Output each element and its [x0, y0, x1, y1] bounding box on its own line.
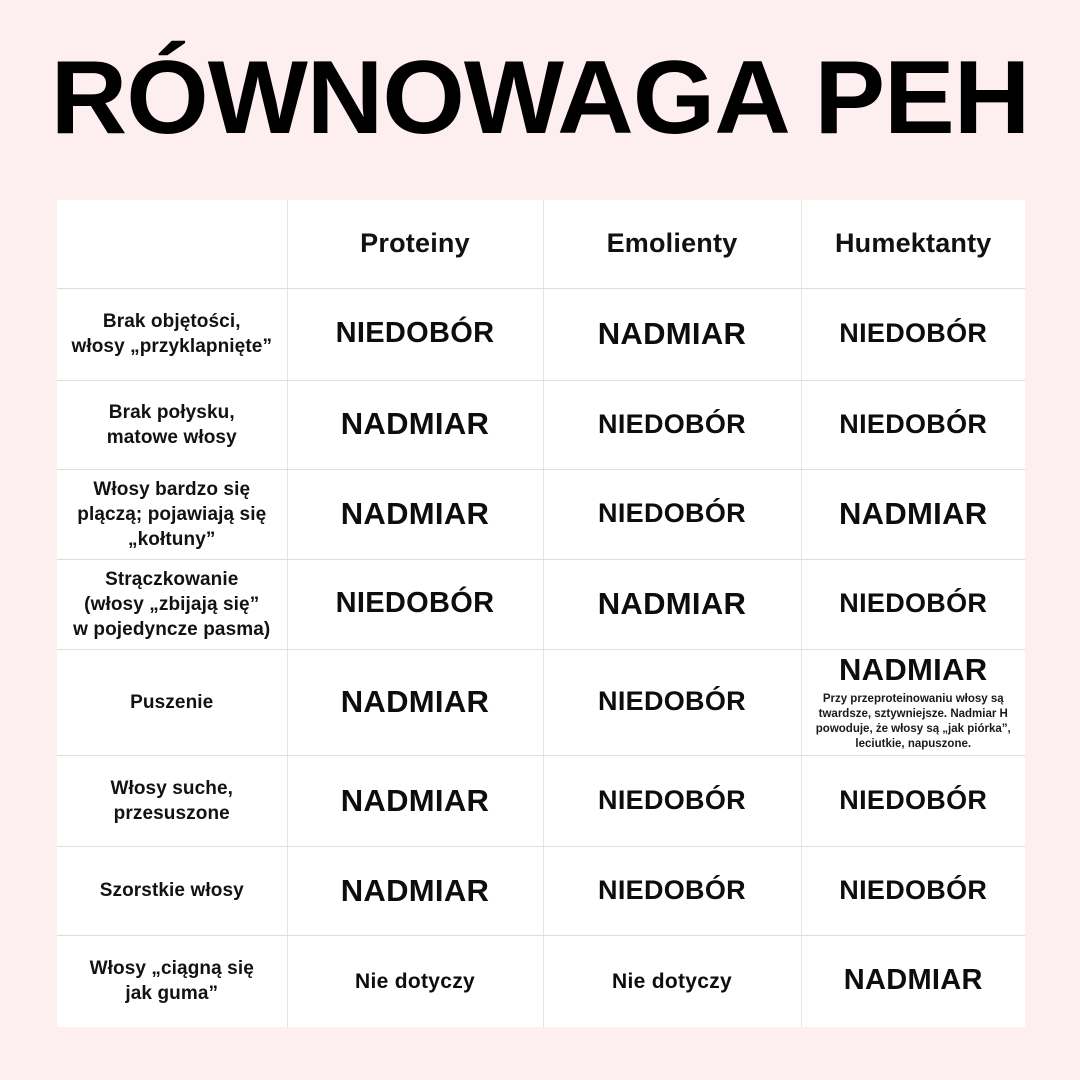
column-header-emolienty: Emolienty — [543, 200, 801, 288]
cell-value: NIEDOBÓR — [598, 686, 746, 717]
cell-value: NADMIAR — [843, 964, 983, 997]
cell-humektanty — [801, 469, 1025, 559]
cell-humektanty — [801, 935, 1025, 1027]
column-header-blank — [57, 200, 287, 288]
row-label-cell — [57, 649, 287, 755]
cell-proteiny — [287, 469, 543, 559]
cell-emolienty — [543, 288, 801, 380]
cell-value: NADMIAR — [597, 585, 747, 621]
column-header-proteiny: Proteiny — [287, 200, 543, 288]
row-label: Strączkowanie (włosy „zbijają się” w pojedyncze pasma) — [73, 568, 271, 640]
row-label-cell — [57, 469, 287, 559]
cell-value: NADMIAR — [340, 406, 490, 442]
cell-value: NIEDOBÓR — [335, 587, 495, 620]
row-label-cell — [57, 846, 287, 935]
row-label: Brak objętości, włosy „przyklapnięte” — [71, 311, 273, 357]
cell-emolienty — [543, 755, 801, 846]
row-label-cell — [57, 559, 287, 649]
table-row — [57, 288, 1025, 380]
cell-proteiny — [287, 380, 543, 469]
row-label-cell — [57, 755, 287, 846]
cell-proteiny — [287, 755, 543, 846]
cell-humektanty — [801, 380, 1025, 469]
cell-value: NADMIAR — [839, 651, 988, 687]
cell-proteiny — [287, 649, 543, 755]
table-row — [57, 755, 1025, 846]
page-title: RÓWNOWAGA PEH — [50, 40, 1030, 156]
cell-value: NIEDOBÓR — [839, 318, 988, 349]
cell-value: NADMIAR — [340, 872, 490, 908]
cell-value: NIEDOBÓR — [598, 874, 746, 905]
cell-humektanty — [801, 846, 1025, 935]
cell-emolienty — [543, 559, 801, 649]
cell-proteiny — [287, 559, 543, 649]
cell-emolienty — [543, 649, 801, 755]
cell-value: Nie dotyczy — [355, 969, 475, 993]
cell-humektanty — [801, 559, 1025, 649]
cell-value: NIEDOBÓR — [598, 408, 746, 439]
table-row — [57, 935, 1025, 1027]
cell-value: NADMIAR — [340, 782, 490, 818]
cell-value: NIEDOBÓR — [839, 874, 988, 905]
cell-proteiny — [287, 935, 543, 1027]
table-row — [57, 846, 1025, 935]
row-label: Włosy suche, przesuszone — [110, 777, 234, 824]
cell-value: NIEDOBÓR — [839, 588, 988, 619]
row-label-cell — [57, 935, 287, 1027]
cell-note: Przy przeproteinowaniu włosy są twardsze, sztywniejsze. Nadmiar H powoduje, że włosy są „jak piórka”, leciutkie, napuszone. — [815, 692, 1011, 750]
cell-emolienty — [543, 469, 801, 559]
cell-value: NIEDOBÓR — [598, 498, 746, 529]
cell-emolienty — [543, 380, 801, 469]
cell-emolienty — [543, 935, 801, 1027]
cell-value: NIEDOBÓR — [839, 784, 988, 815]
table-row — [57, 649, 1025, 755]
table-row — [57, 380, 1025, 469]
row-label: Puszenie — [130, 691, 214, 713]
table-header-row — [57, 200, 1025, 288]
table-row — [57, 559, 1025, 649]
cell-value: NADMIAR — [839, 495, 988, 531]
row-label: Włosy „ciągną się jak guma” — [89, 958, 254, 1005]
cell-proteiny — [287, 288, 543, 380]
cell-proteiny — [287, 846, 543, 935]
cell-humektanty — [801, 755, 1025, 846]
row-label-cell — [57, 380, 287, 469]
cell-value: NADMIAR — [597, 315, 747, 351]
cell-value: NIEDOBÓR — [598, 784, 746, 815]
cell-humektanty — [801, 288, 1025, 380]
row-label: Szorstkie włosy — [99, 880, 244, 902]
row-label: Brak połysku, matowe włosy — [106, 401, 237, 448]
row-label-cell — [57, 288, 287, 380]
column-header-humektanty: Humektanty — [801, 200, 1025, 288]
row-label: Włosy bardzo się plączą; pojawiają się „kołtuny” — [77, 478, 267, 550]
cell-value: NADMIAR — [340, 684, 490, 719]
peh-table-container — [57, 200, 1025, 1022]
cell-emolienty — [543, 846, 801, 935]
cell-value: NIEDOBÓR — [335, 317, 495, 350]
table-row — [57, 469, 1025, 559]
peh-table — [57, 200, 1025, 1027]
cell-value: Nie dotyczy — [612, 969, 732, 993]
cell-value: NIEDOBÓR — [839, 408, 988, 439]
table-body — [57, 288, 1025, 1027]
cell-value: NADMIAR — [340, 495, 490, 531]
cell-humektanty — [801, 649, 1025, 755]
